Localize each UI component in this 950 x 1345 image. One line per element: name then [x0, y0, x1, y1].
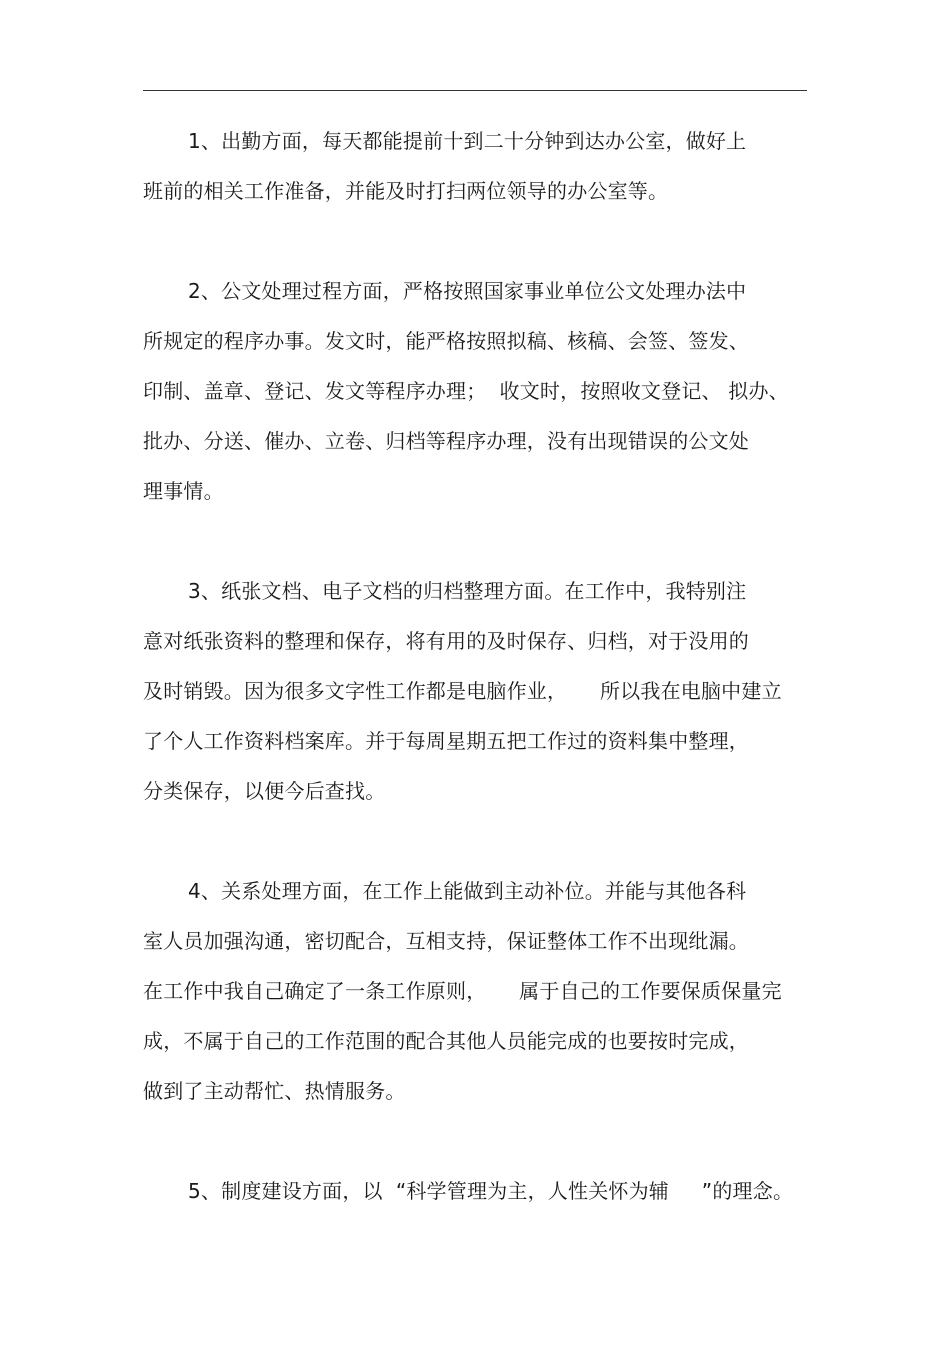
paragraph-2-line-4: 批办、分送、催办、立卷、归档等程序办理，没有出现错误的公文处 — [143, 429, 749, 453]
paragraph-1-line-2: 班前的相关工作准备，并能及时打扫两位领导的办公室等。 — [143, 179, 669, 203]
paragraph-4-line-5: 做到了主动帮忙、热情服务。 — [143, 1079, 406, 1103]
paragraph-4-line-4: 成，不属于自己的工作范围的配合其他人员能完成的也要按时完成， — [143, 1029, 749, 1053]
paragraph-3-line-3: 及时销毁。因为很多文字性工作都是电脑作业， 所以我在电脑中建立 — [143, 679, 782, 703]
paragraph-2-line-5: 理事情。 — [143, 479, 224, 503]
paragraph-3-line-4: 了个人工作资料档案库。并于每周星期五把工作过的资料集中整理， — [143, 729, 749, 753]
paragraph-4-line-2: 室人员加强沟通，密切配合，互相支持，保证整体工作不出现纰漏。 — [143, 929, 749, 953]
paragraph-3-line-5: 分类保存，以便今后查找。 — [143, 779, 386, 803]
paragraph-2-line-1: 2、公文处理过程方面，严格按照国家事业单位公文处理办法中 — [188, 279, 747, 303]
paragraph-4-line-1: 4、关系处理方面，在工作上能做到主动补位。并能与其他各科 — [188, 879, 747, 903]
paragraph-2-line-2: 所规定的程序办事。发文时，能严格按照拟稿、核稿、会签、签发、 — [143, 329, 749, 353]
header-rule — [143, 90, 807, 91]
paragraph-3-line-2: 意对纸张资料的整理和保存，将有用的及时保存、归档，对于没用的 — [143, 629, 749, 653]
paragraph-2-line-3: 印制、盖章、登记、发文等程序办理； 收文时，按照收文登记、 拟办、 — [143, 379, 789, 403]
paragraph-5-line-1: 5、制度建设方面，以 “科学管理为主，人性关怀为辅 ”的理念。 — [188, 1179, 794, 1203]
paragraph-3-line-1: 3、纸张文档、电子文档的归档整理方面。在工作中，我特别注 — [188, 579, 747, 603]
paragraph-1-line-1: 1、出勤方面，每天都能提前十到二十分钟到达办公室，做好上 — [188, 129, 747, 153]
paragraph-4-line-3: 在工作中我自己确定了一条工作原则， 属于自己的工作要保质保量完 — [143, 979, 782, 1003]
